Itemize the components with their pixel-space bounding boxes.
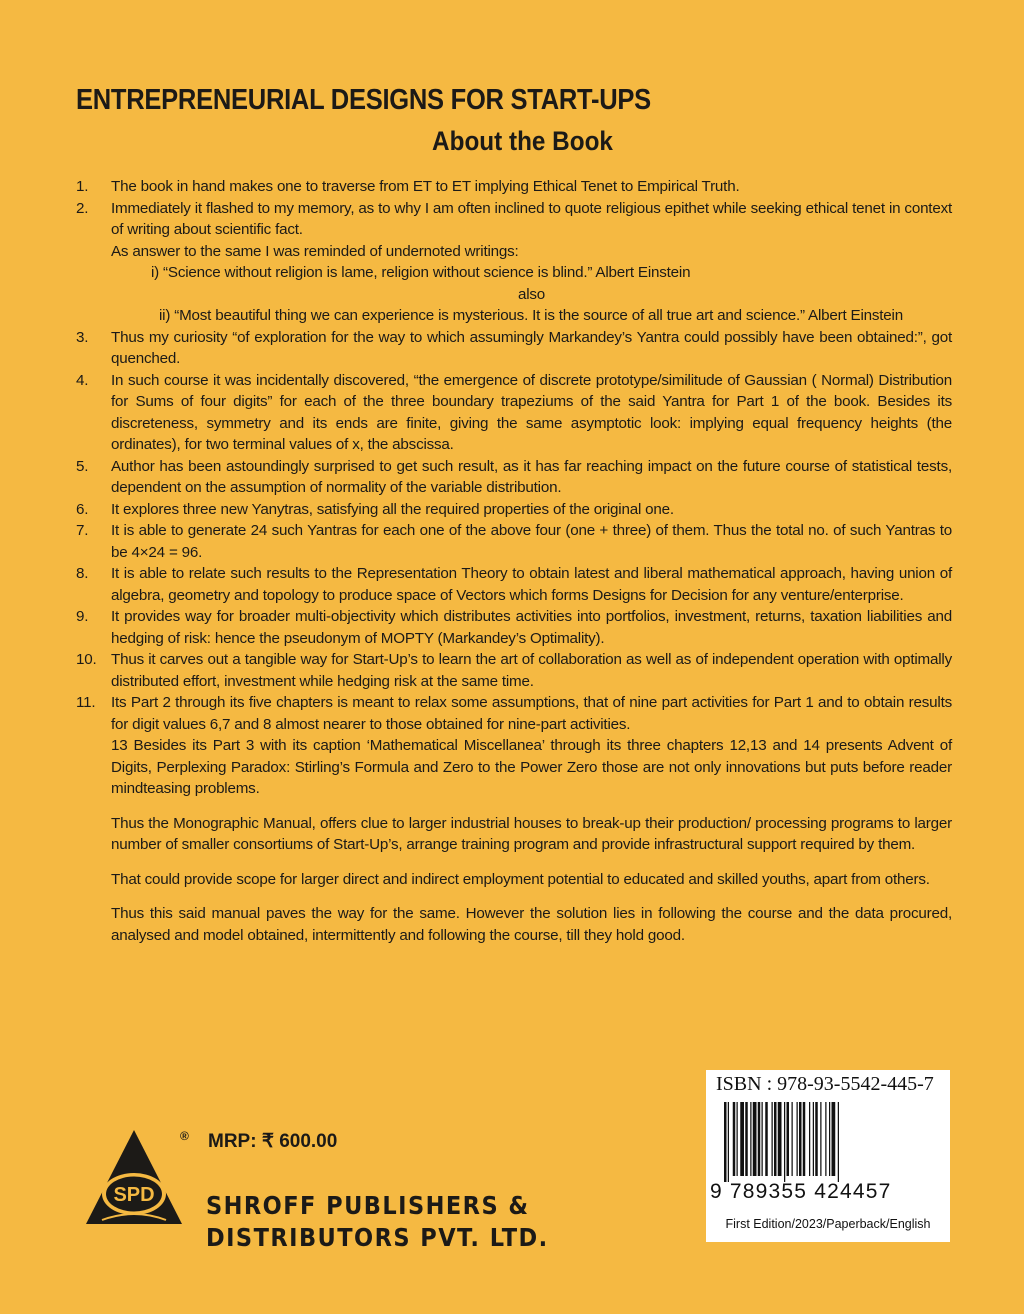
quote: i) “Science without religion is lame, religion without science is blind.” Albert Einstein bbox=[151, 264, 691, 281]
book-title: ENTREPRENEURIAL DESIGNS FOR START-UPS bbox=[76, 84, 651, 116]
list-item bbox=[76, 692, 952, 800]
list-item bbox=[76, 499, 952, 521]
barcode-icon bbox=[724, 1102, 932, 1182]
list-item bbox=[76, 649, 952, 692]
item-number: 10. bbox=[76, 651, 97, 668]
list-item bbox=[76, 520, 952, 563]
isbn-barcode-box bbox=[706, 1070, 950, 1242]
item-number: 8. bbox=[76, 565, 89, 582]
quote: ii) “Most beautiful thing we can experience is mysterious. It is the source of all true art and science.” Albert Einstein bbox=[159, 307, 903, 324]
list-item bbox=[76, 176, 952, 198]
item-text: In such course it was incidentally discovered, “the emergence of discrete prototype/similitude of Gaussian ( Normal) Distribution for Sums of four digits” for each of the three boundary trapeziums of the said Yantra for Part 1 of the book. Besides its discreteness, symmetry and its ends are finite, giving the same asymptotic look: implying equal frequency heights (the ordinates), for two terminal values of x, the abscissa. bbox=[111, 371, 952, 453]
registered-mark: ® bbox=[180, 1129, 189, 1143]
barcode-digits: 9 789355 424457 bbox=[710, 1180, 892, 1203]
list-item bbox=[76, 198, 952, 327]
section-heading-text: About the Book bbox=[431, 126, 613, 156]
spd-logo-icon bbox=[84, 1128, 189, 1228]
list-item bbox=[76, 327, 952, 370]
item-text: It provides way for broader multi-objectivity which distributes activities into portfolios, investment, returns, taxation liabilities and hedging of risk: hence the pseudonym of MOPTY (Markandey’s Optimality). bbox=[111, 608, 952, 647]
item-text: Author has been astoundingly surprised to get such result, as it has far reaching impact on the future course of statistical tests, dependent on the assumption of normality of the variable distribution. bbox=[111, 457, 952, 496]
item-text: It explores three new Yanytras, satisfying all the required properties of the original one. bbox=[111, 500, 674, 518]
closing-paragraph: Thus this said manual paves the way for the same. However the solution lies in following the course and the data procured, analysed and model obtained, intermittently and following the course, till they hold good. bbox=[111, 905, 952, 944]
isbn-number: ISBN : 978-93-5542-445-7 bbox=[716, 1073, 934, 1095]
item-number: 1. bbox=[76, 178, 89, 195]
item-text: The book in hand makes one to traverse from ET to ET implying Ethical Tenet to Empirical Truth. bbox=[111, 178, 740, 195]
item-number: 4. bbox=[76, 371, 89, 389]
section-heading bbox=[0, 126, 1024, 157]
list-item bbox=[76, 563, 952, 606]
list-item bbox=[76, 456, 952, 499]
list-item bbox=[76, 606, 952, 649]
item-number: 3. bbox=[76, 328, 89, 346]
item-number: 5. bbox=[76, 457, 89, 475]
closing-paragraph: Thus the Monographic Manual, offers clue to larger industrial houses to break-up their production/ processing programs to larger number of smaller consortiums of Start-Up’s, arrange training program and provide infrastructural support required by them. bbox=[111, 814, 952, 853]
edition-info: First Edition/2023/Paperback/English bbox=[725, 1217, 931, 1231]
item-text: Thus my curiosity “of exploration for the way to which assumingly Markandey’s Yantra could possibly have been obtained:”, got quenched. bbox=[111, 328, 952, 367]
quote-separator: also bbox=[517, 285, 546, 303]
item-text: As answer to the same I was reminded of undernoted writings: bbox=[111, 242, 519, 260]
item-number: 2. bbox=[76, 199, 89, 217]
publisher-line: SHROFF PUBLISHERS & bbox=[206, 1191, 530, 1220]
publisher-name bbox=[206, 1190, 549, 1254]
item-text: Its Part 2 through its five chapters is meant to relax some assumptions, that of nine part activities for Part 1 and to obtain results for digit values 6,7 and 8 almost nearer to those obtained for nine-part activities. bbox=[111, 694, 952, 733]
item-text: Immediately it flashed to my memory, as to why I am often inclined to quote religious epithet while seeking ethical tenet in context of writing about scientific fact. bbox=[111, 199, 952, 238]
item-text: 13 Besides its Part 3 with its caption ‘Mathematical Miscellanea’ through its three chapters 12,13 and 14 presents Advent of Digits, Perplexing Paradox: Stirling’s Formula and Zero to the Power Zero those are not only innovations but puts before reader mindteasing problems. bbox=[111, 737, 952, 797]
item-number: 6. bbox=[76, 500, 89, 518]
item-text: It is able to generate 24 such Yantras for each one of the above four (one + three) of them. Thus the total no. of such Yantras to be 4×24 = 96. bbox=[111, 522, 952, 561]
list-item bbox=[76, 370, 952, 456]
item-text: Thus it carves out a tangible way for Start-Up’s to learn the art of collaboration as well as of independent operation with optimally distributed effort, investment while hedging risk at the same time. bbox=[111, 651, 952, 690]
price: MRP: ₹ 600.00 bbox=[208, 1131, 338, 1152]
logo-text: SPD bbox=[113, 1184, 155, 1206]
publisher-line: DISTRIBUTORS PVT. LTD. bbox=[206, 1223, 549, 1252]
about-text bbox=[76, 176, 952, 946]
closing-paragraph: That could provide scope for larger direct and indirect employment potential to educated and skilled youths, apart from others. bbox=[111, 870, 930, 888]
item-number: 7. bbox=[76, 522, 89, 539]
item-number: 9. bbox=[76, 608, 89, 625]
item-text: It is able to relate such results to the Representation Theory to obtain latest and liberal mathematical approach, having union of algebra, geometry and topology to produce space of Vectors which forms Designs for Decision for any venture/enterprise. bbox=[111, 565, 952, 604]
item-number: 11. bbox=[76, 694, 96, 711]
